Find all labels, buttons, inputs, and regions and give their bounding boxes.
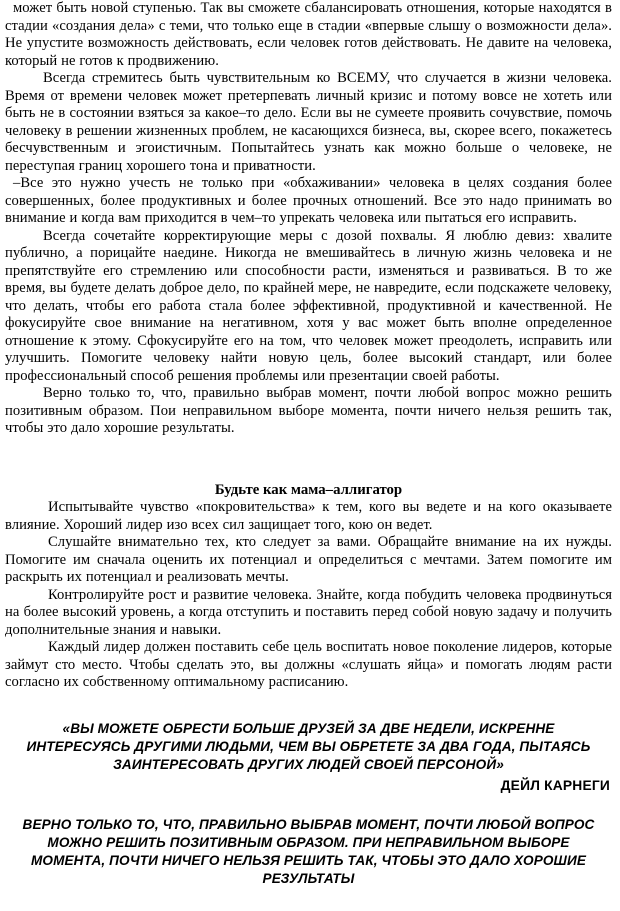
section-heading: Будьте как мама–аллигатор — [214, 481, 403, 498]
paragraph-listen-carefully: Слушайте внимательно тех, кто следует за вами. Обращайте внимание на их нужды. Помогите им сначала оценить их потенциал и определиться с мечтами. Затем помогите им раскрыть их потенциал и реализовать мечты. — [5, 534, 612, 585]
paragraph-right-moment: Верно только то, что, правильно выбрав момент, почти любой вопрос можно решить позитивным образом. Пои неправильном выборе момента, почти ничего нельзя решить так, чтобы это дало хорошие результаты. — [5, 385, 612, 436]
heading-spacer — [5, 438, 612, 482]
paragraph-be-sensitive: Всегда стремитесь быть чувствительным ко ВСЕМУ, что случается в жизни человека. Время от времени человек может претерпевать личный кризис и потому вовсе не хотеть или быть не в состоянии взяться за какое–то дело. Если вы не сумеете проявить сочувствие, помочь человеку в решении жизненных проблем, не касающихся бизнеса, вы, скорее всего, покажетесь бесчувственным и эгоистичным. Попытайтесь узнать как можно больше о человеке, не переступая границ хорошего тона и приватности. — [5, 70, 612, 174]
pull-quote-carnegie: «ВЫ МОЖЕТЕ ОБРЕСТИ БОЛЬШЕ ДРУЗЕЙ ЗА ДВЕ НЕДЕЛИ, ИСКРЕННЕ ИНТЕРЕСУЯСЬ ДРУГИМИ ЛЮДЬМИ, ЧЕМ ВЫ ОБРЕТЕТЕ ЗА ДВА ГОДА, ПЫТАЯСЬ ЗАИНТЕРЕСОВАТЬ ДРУГИХ ЛЮДЕЙ СВОЕЙ ПЕРСОНОЙ» — [26, 720, 591, 772]
paragraph-consider-all: –Все это нужно учесть не только при «обхаживании» человека в целях создания более совершенных, более продуктивных и более прочных отношений. Все это надо принимать во внимание и когда вам приходится в чем–то упрекать человека или пытаться его исправить. — [5, 175, 612, 226]
quote-spacer-top — [5, 692, 612, 720]
paragraph-new-generation: Каждый лидер должен поставить себе цель воспитать новое поколение лидеров, которые займут сто место. Чтобы сделать это, вы должны «слушать яйца» и помогать людям расти согласно их собственному оптимальному расписанию. — [5, 639, 612, 690]
paragraph-control-growth: Контролируйте рост и развитие человека. Знайте, когда побудить человека продвинуться на более высокий уровень, а когда отступить и поставить перед собой новую задачу и получить дополнительные знания и навыки. — [5, 586, 612, 638]
paragraph-balance-relationships: может быть новой ступенью. Так вы сможете сбалансировать отношения, которые находятся в стадии «создания дела» с теми, что только еще в стадии «впервые слышу о возможности дела». Не упустите возможность действовать, если человек готов действовать. Не давите на человека, который не готов к продвижению. — [5, 0, 612, 69]
pull-quote-right-moment: ВЕРНО ТОЛЬКО ТО, ЧТО, ПРАВИЛЬНО ВЫБРАВ МОМЕНТ, ПОЧТИ ЛЮБОЙ ВОПРОС МОЖНО РЕШИТЬ ПОЗИТИВНЫМ ОБРАЗОМ. ПРИ НЕПРАВИЛЬНОМ ВЫБОРЕ МОМЕНТА, ПОЧТИ НИЧЕГО НЕЛЬЗЯ РЕШИТЬ ТАК, ЧТОБЫ ЭТО ДАЛО ХОРОШИЕ РЕЗУЛЬТАТЫ — [22, 816, 595, 886]
quote-spacer-bottom — [5, 794, 612, 816]
paragraph-combine-praise: Всегда сочетайте корректирующие меры с дозой похвалы. Я люблю девиз: хвалите публично, а порицайте наедине. Никогда не вмешивайтесь в личную жизнь человека и не препятствуйте его стремлению или способности расти, изменяться и развиваться. В то же время, вы будете делать доброе дело, по крайней мере, не навредите, если подскажете человеку, что делать, чтобы его работа стала более эффективной, продуктивной и качественной. Не фокусируйте свое внимание на негативном, хотя у вас может быть вполне определенное отношение к этому. Сфокусируйте его на том, что человек может преодолеть, исправить или улучшить. Помогите человеку найти новую цель, более высокий стандарт, или более профессиональный способ решения проблемы или презентации своей работы. — [5, 227, 612, 384]
paragraph-protectiveness: Испытывайте чувство «покровительства» к тем, кого вы ведете и на кого оказываете влияние. Хороший лидер изо всех сил защищает того, кою он ведет. — [5, 499, 612, 533]
pull-quote-attribution: ДЕЙЛ КАРНЕГИ — [500, 777, 610, 793]
